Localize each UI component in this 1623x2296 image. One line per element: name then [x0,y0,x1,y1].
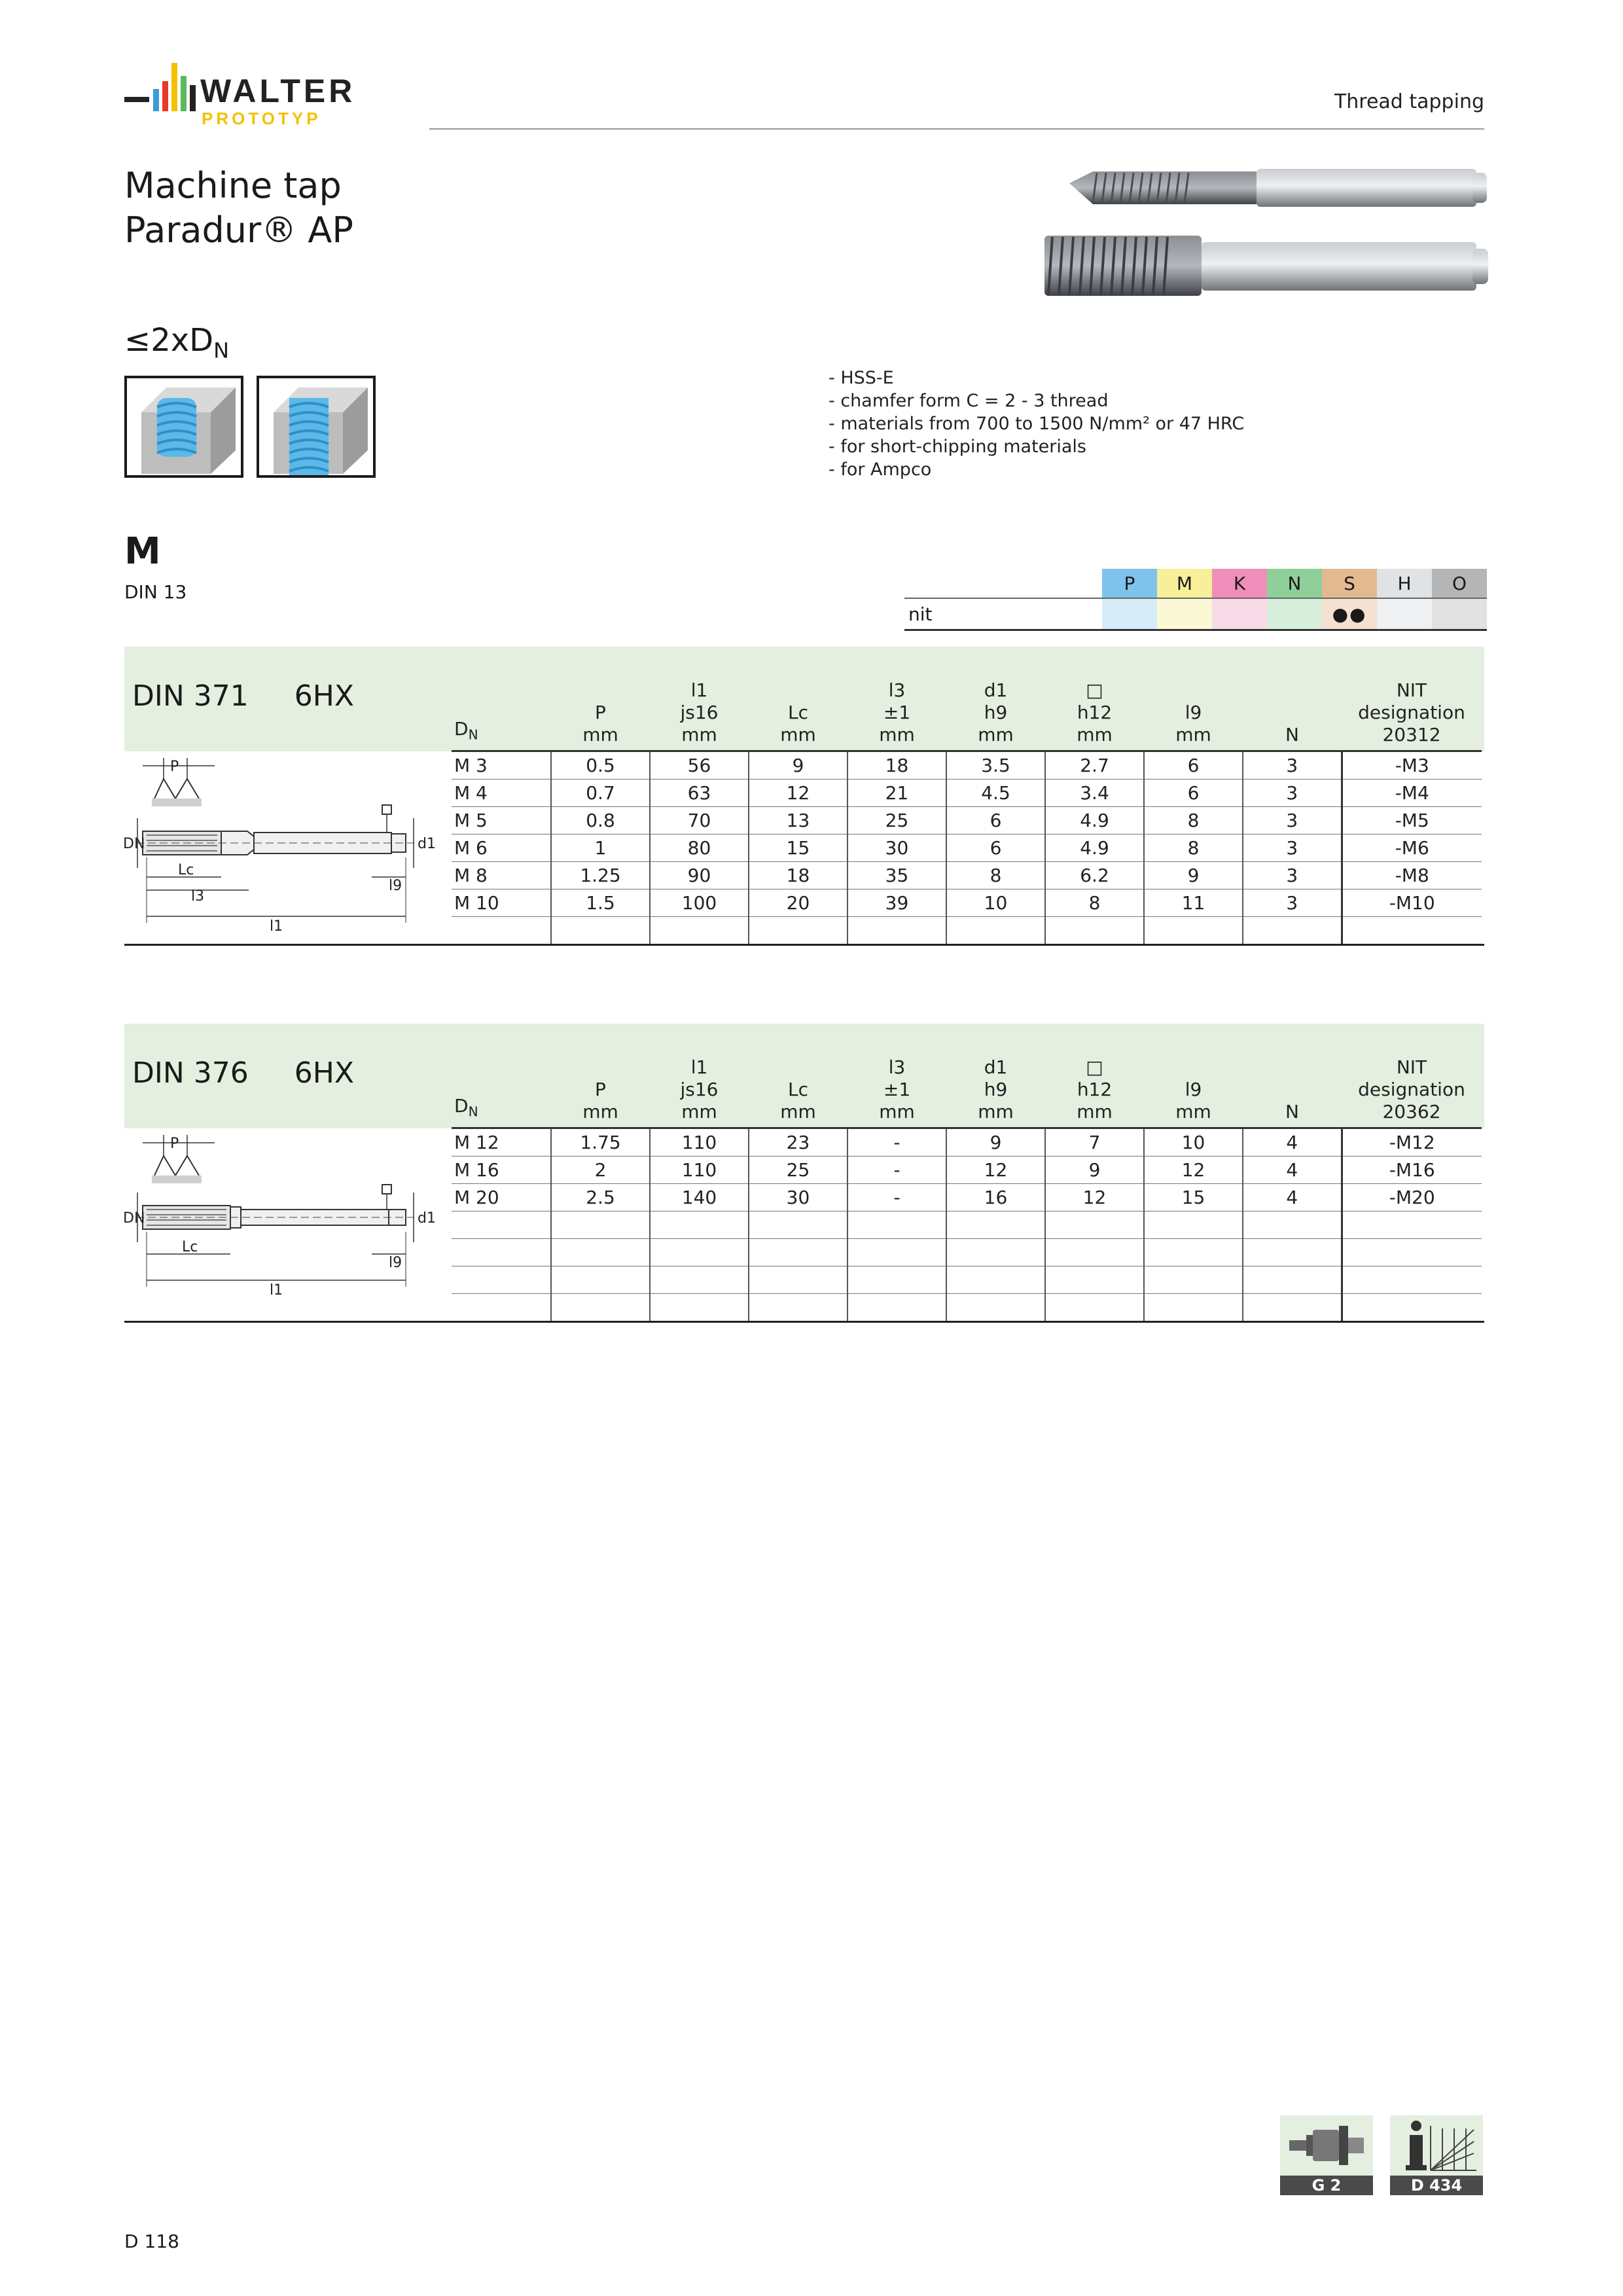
col-dn: $D_N$ [454,718,478,743]
col-d1: d1 h9 mm [978,1056,1014,1122]
d1-label: d1 [418,1210,436,1227]
table-cell: -M6 [1342,834,1482,862]
table-cell: 3.5 [946,751,1045,780]
table-cell [1045,1294,1144,1322]
l1-label: l1 [270,918,283,935]
table-cell: 18 [847,751,946,780]
table-cell: M 8 [452,862,551,889]
table-cell: 80 [650,834,749,862]
table-cell: 8 [1045,889,1144,917]
table-cell: - [847,1184,946,1211]
table-cell: - [847,1157,946,1184]
col-d1: d1 h9 mm [978,679,1014,745]
table-cell: M 5 [452,807,551,834]
table-cell: 70 [650,807,749,834]
info-icon [1390,2115,1483,2176]
table-cell [1045,1266,1144,1294]
table-cell: 6 [946,834,1045,862]
depth-ratio-text: ≤2xD [124,322,214,359]
title-line-1: Machine tap [124,165,342,206]
table-cell: -M20 [1342,1184,1482,1211]
suitability-k [1212,598,1267,630]
table-cell [1144,917,1243,945]
table-cell [847,1211,946,1239]
table-cell [1144,1211,1243,1239]
depth-ratio-sub: N [213,338,230,363]
table-cell [847,1294,946,1322]
feature-item: - chamfer form C = 2 - 3 thread [829,391,1109,411]
din371-title [132,679,354,713]
table-cell: 10 [1144,1128,1243,1157]
table-cell [551,1294,650,1322]
suitability-m [1157,598,1212,630]
table-cell: 8 [1144,807,1243,834]
table-cell: 23 [749,1128,847,1157]
table-cell [1243,1211,1342,1239]
table-cell [749,1294,847,1322]
col-n: N [1285,1101,1299,1122]
l9-label: l9 [389,878,402,894]
table-cell [1243,917,1342,945]
din371-standard: DIN 371 [132,679,249,713]
material-standard: DIN 13 [124,581,187,603]
table-cell: M 3 [452,751,551,780]
table-cell [1045,1211,1144,1239]
table-cell: 90 [650,862,749,889]
material-group-p: P [1102,569,1157,598]
material-table [904,569,1487,631]
col-dn: $D_N$ [454,1095,478,1120]
col-l9: l9 mm [1175,1079,1211,1122]
table-cell: 2.5 [551,1184,650,1211]
table-cell: 6 [1144,751,1243,780]
table-cell [650,1294,749,1322]
table-cell: 110 [650,1157,749,1184]
table-cell: 6 [1144,780,1243,807]
l1-label: l1 [270,1282,283,1299]
suitability-p [1102,598,1157,630]
table-cell: 13 [749,807,847,834]
table-cell: 8 [1144,834,1243,862]
logo-bars-icon [123,59,200,124]
table-cell: 56 [650,751,749,780]
table-cell: 1.25 [551,862,650,889]
table-cell: 140 [650,1184,749,1211]
table-cell [452,1266,551,1294]
table-cell [1243,1294,1342,1322]
table-cell [1144,1266,1243,1294]
table-cell [452,917,551,945]
col-l3: l3 ±1 mm [879,679,915,745]
table-cell: 7 [1045,1128,1144,1157]
feature-item: - for Ampco [829,459,932,480]
table-cell [1342,1211,1482,1239]
table-cell [650,1211,749,1239]
col-square: □ h12 mm [1077,679,1113,745]
col-square: □ h12 mm [1077,1056,1113,1122]
feature-item: - for short-chipping materials [829,437,1086,457]
table-cell: 6 [946,807,1045,834]
table-cell: 9 [749,751,847,780]
table-row [452,862,1482,889]
table-cell [452,1239,551,1266]
table-cell: 3 [1243,751,1342,780]
table-row [452,889,1482,917]
table-cell [847,1239,946,1266]
din376-tolerance: 6HX [294,1056,354,1090]
material-group-k: K [1212,569,1267,598]
table-cell [452,1211,551,1239]
table-cell: 3 [1243,780,1342,807]
table-cell: 3 [1243,862,1342,889]
table-cell: 1 [551,834,650,862]
table-cell: 25 [749,1157,847,1184]
table-cell: 30 [749,1184,847,1211]
holder-icon [1280,2115,1373,2176]
table-row [452,1266,1482,1294]
table-cell: 9 [1144,862,1243,889]
table-cell: 12 [749,780,847,807]
table-cell: 25 [847,807,946,834]
table-cell: 15 [749,834,847,862]
material-group-o: O [1432,569,1487,598]
table-cell: - [847,1128,946,1157]
lc-label: Lc [178,862,194,878]
din371-tolerance: 6HX [294,679,354,713]
table-cell [1045,1239,1144,1266]
col-l1: l1 js16 mm [680,1056,719,1122]
table-cell: 0.8 [551,807,650,834]
dn-label: DN [123,836,145,852]
feature-item: - materials from 700 to 1500 N/mm² or 47 HRC [829,414,1245,434]
blind-hole-icon [124,376,243,478]
col-nit: NIT designation 20312 [1358,679,1465,745]
din376-table [452,1025,1482,1323]
table-cell [551,917,650,945]
col-lc: Lc mm [780,1079,816,1122]
table-cell: 3.4 [1045,780,1144,807]
col-lc: Lc mm [780,702,816,745]
table-cell: 30 [847,834,946,862]
table-cell: 4.9 [1045,807,1144,834]
table-cell: 1.75 [551,1128,650,1157]
depth-ratio [124,322,229,363]
ref-g2-label: G 2 [1280,2176,1373,2195]
suitability-h [1377,598,1432,630]
table-cell [946,917,1045,945]
feature-item: - HSS-E [829,368,894,388]
din376-standard: DIN 376 [132,1056,249,1090]
table-cell [650,1239,749,1266]
pitch-label: P [170,759,179,775]
table-row [452,751,1482,780]
din376-bottom-rule [124,1321,1484,1323]
table-cell: 9 [946,1128,1045,1157]
table-cell [749,917,847,945]
table-row [452,1239,1482,1266]
table-cell: -M8 [1342,862,1482,889]
table-cell: 110 [650,1128,749,1157]
table-cell [650,917,749,945]
machine-tap-image [1021,156,1492,300]
table-cell: -M12 [1342,1128,1482,1157]
table-row [452,1184,1482,1211]
col-l9: l9 mm [1175,702,1211,745]
table-cell: 10 [946,889,1045,917]
table-cell: 21 [847,780,946,807]
table-cell: -M5 [1342,807,1482,834]
ref-d434[interactable] [1390,2115,1483,2195]
table-cell: 3 [1243,889,1342,917]
col-nit: NIT designation 20362 [1358,1056,1465,1122]
din371-tap-drawing [123,753,444,936]
table-cell: 100 [650,889,749,917]
table-cell [749,1211,847,1239]
ref-d434-label: D 434 [1390,2176,1483,2195]
table-cell: 2 [551,1157,650,1184]
table-cell: 3 [1243,807,1342,834]
din376-tap-drawing [123,1130,444,1313]
material-row-label: nit [904,598,1102,630]
table-cell: 9 [1045,1157,1144,1184]
col-p: P mm [582,702,618,745]
table-cell [1342,917,1482,945]
table-cell [551,1266,650,1294]
col-l3: l3 ±1 mm [879,1056,915,1122]
table-cell: 11 [1144,889,1243,917]
dn-label: DN [123,1210,145,1227]
material-group-h: H [1377,569,1432,598]
table-cell: -M3 [1342,751,1482,780]
table-cell: 4 [1243,1128,1342,1157]
table-cell [551,1239,650,1266]
table-cell [946,1266,1045,1294]
din371-table [452,648,1482,946]
table-cell: -M10 [1342,889,1482,917]
table-cell: 18 [749,862,847,889]
material-group-m: M [1157,569,1212,598]
table-cell: -M16 [1342,1157,1482,1184]
suitability-o [1432,598,1487,630]
pitch-label: P [170,1136,179,1152]
table-cell: M 20 [452,1184,551,1211]
din376-title [132,1056,354,1090]
material-letter: M [124,530,161,573]
table-cell: 4.5 [946,780,1045,807]
feature-list [829,367,1244,481]
l9-label: l9 [389,1255,402,1271]
table-cell [749,1266,847,1294]
table-row [452,780,1482,807]
table-cell: 35 [847,862,946,889]
table-cell: -M4 [1342,780,1482,807]
table-cell [847,1266,946,1294]
table-row [452,1128,1482,1157]
table-cell: 39 [847,889,946,917]
table-cell: 63 [650,780,749,807]
table-cell: M 10 [452,889,551,917]
through-hole-icon [257,376,376,478]
table-row [452,1294,1482,1322]
table-cell [847,917,946,945]
table-cell [1243,1266,1342,1294]
table-cell [1243,1239,1342,1266]
section-tag: Thread tapping [1334,90,1484,113]
table-cell: 15 [1144,1184,1243,1211]
page-number: D 118 [124,2231,179,2252]
table-cell: 12 [1144,1157,1243,1184]
l3-label: l3 [191,888,205,905]
table-cell [1342,1294,1482,1322]
table-cell: M 6 [452,834,551,862]
din371-bottom-rule [124,944,1484,946]
table-cell: 4.9 [1045,834,1144,862]
table-row [452,1211,1482,1239]
suitability-s: ●● [1322,598,1377,630]
table-cell [1144,1294,1243,1322]
table-cell: M 16 [452,1157,551,1184]
walter-logo [123,59,404,131]
suitability-n [1267,598,1322,630]
table-cell [551,1211,650,1239]
table-cell: 4 [1243,1157,1342,1184]
table-cell [1045,917,1144,945]
d1-label: d1 [418,836,436,852]
table-cell [1342,1266,1482,1294]
table-cell: M 12 [452,1128,551,1157]
col-n: N [1285,724,1299,745]
table-row [452,917,1482,945]
table-cell: 6.2 [1045,862,1144,889]
col-l1: l1 js16 mm [680,679,719,745]
table-cell: 16 [946,1184,1045,1211]
table-cell: 0.7 [551,780,650,807]
ref-g2[interactable] [1280,2115,1373,2195]
table-cell: 4 [1243,1184,1342,1211]
table-cell [946,1294,1045,1322]
table-cell [452,1294,551,1322]
lc-label: Lc [182,1239,198,1255]
table-cell: 12 [946,1157,1045,1184]
table-row [452,834,1482,862]
table-cell [650,1266,749,1294]
col-p: P mm [582,1079,618,1122]
table-cell: 3 [1243,834,1342,862]
table-cell [946,1239,1045,1266]
table-cell: M 4 [452,780,551,807]
header-rule [429,128,1484,130]
brand-sub: PROTOTYP [202,109,321,128]
brand-name: WALTER [200,73,356,109]
page-title [124,164,353,253]
table-cell: 2.7 [1045,751,1144,780]
table-cell: 8 [946,862,1045,889]
table-cell: 12 [1045,1184,1144,1211]
table-cell [1144,1239,1243,1266]
table-cell [1342,1239,1482,1266]
table-cell [749,1239,847,1266]
material-group-s: S [1322,569,1377,598]
table-cell [946,1211,1045,1239]
table-row [452,1157,1482,1184]
material-group-n: N [1267,569,1322,598]
table-row [452,807,1482,834]
tool-photos [1021,156,1492,300]
table-cell: 20 [749,889,847,917]
table-cell: 0.5 [551,751,650,780]
title-line-2: Paradur® AP [124,209,353,251]
table-cell: 1.5 [551,889,650,917]
